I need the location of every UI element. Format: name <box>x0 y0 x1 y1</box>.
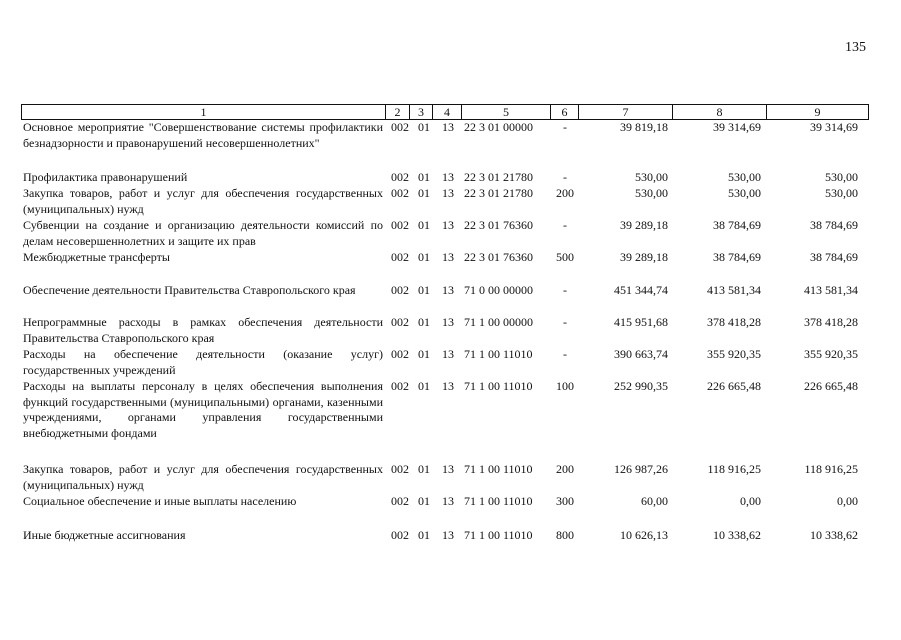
header-col-4: 4 <box>432 105 461 119</box>
cell-col-2: 002 <box>391 494 409 508</box>
row-description: Иные бюджетные ассигнования <box>23 528 186 542</box>
cell-col-9: 413 581,34 <box>804 283 858 297</box>
cell-col-8: 530,00 <box>728 186 761 200</box>
table-header <box>21 104 869 120</box>
cell-col-2: 002 <box>391 120 409 134</box>
cell-col-3: 01 <box>418 379 430 393</box>
cell-col-8: 118 916,25 <box>707 462 761 476</box>
cell-col-2: 002 <box>391 462 409 476</box>
header-col-6: 6 <box>550 105 578 119</box>
cell-col-3: 01 <box>418 170 430 184</box>
cell-col-4: 13 <box>442 494 454 508</box>
cell-col-5: 22 3 01 21780 <box>464 170 533 184</box>
row-description: Расходы на обеспечение деятельности (оказание услуг) государственных учреждений <box>23 347 383 377</box>
header-col-7: 7 <box>578 105 672 119</box>
cell-col-4: 13 <box>442 528 454 542</box>
cell-col-7: 252 990,35 <box>614 379 668 393</box>
row-description: Закупка товаров, работ и услуг для обеспечения государственных (муниципальных) нужд <box>23 462 383 492</box>
cell-col-9: 10 338,62 <box>810 528 858 542</box>
cell-col-7: 60,00 <box>641 494 668 508</box>
cell-col-7: 451 344,74 <box>614 283 668 297</box>
cell-col-6: 100 <box>556 379 574 393</box>
cell-col-3: 01 <box>418 462 430 476</box>
cell-col-3: 01 <box>418 494 430 508</box>
cell-col-3: 01 <box>418 250 430 264</box>
cell-col-8: 413 581,34 <box>707 283 761 297</box>
cell-col-8: 0,00 <box>740 494 761 508</box>
cell-col-8: 38 784,69 <box>713 218 761 232</box>
cell-col-9: 530,00 <box>825 186 858 200</box>
cell-col-6: - <box>563 347 567 361</box>
row-description: Основное мероприятие "Совершенствование системы профилактики безнадзорности и правонарушений несовершеннолетних" <box>23 120 383 150</box>
cell-col-7: 39 289,18 <box>620 218 668 232</box>
cell-col-2: 002 <box>391 170 409 184</box>
cell-col-7: 39 819,18 <box>620 120 668 134</box>
header-col-2: 2 <box>385 105 409 119</box>
header-col-9: 9 <box>766 105 868 119</box>
cell-col-9: 355 920,35 <box>804 347 858 361</box>
cell-col-9: 38 784,69 <box>810 250 858 264</box>
cell-col-4: 13 <box>442 462 454 476</box>
cell-col-9: 0,00 <box>837 494 858 508</box>
cell-col-7: 530,00 <box>635 170 668 184</box>
cell-col-5: 71 1 00 11010 <box>464 528 533 542</box>
cell-col-4: 13 <box>442 120 454 134</box>
cell-col-8: 226 665,48 <box>707 379 761 393</box>
cell-col-2: 002 <box>391 283 409 297</box>
cell-col-4: 13 <box>442 170 454 184</box>
cell-col-4: 13 <box>442 186 454 200</box>
cell-col-5: 71 1 00 11010 <box>464 494 533 508</box>
row-description: Закупка товаров, работ и услуг для обеспечения государственных (муниципальных) нужд <box>23 186 383 216</box>
row-description: Расходы на выплаты персоналу в целях обеспечения выполнения функций государственными (муниципальными) органами, казенными учреждениями, органами управления государственными внебюджетными фондами <box>23 379 383 440</box>
row-description: Профилактика правонарушений <box>23 170 188 184</box>
cell-col-6: 200 <box>556 186 574 200</box>
cell-col-3: 01 <box>418 315 430 329</box>
cell-col-9: 118 916,25 <box>804 462 858 476</box>
header-col-3: 3 <box>409 105 432 119</box>
cell-col-2: 002 <box>391 379 409 393</box>
cell-col-4: 13 <box>442 347 454 361</box>
cell-col-6: 800 <box>556 528 574 542</box>
cell-col-9: 226 665,48 <box>804 379 858 393</box>
row-description: Непрограммные расходы в рамках обеспечения деятельности Правительства Ставропольского края <box>23 315 383 345</box>
cell-col-2: 002 <box>391 528 409 542</box>
cell-col-2: 002 <box>391 186 409 200</box>
cell-col-7: 530,00 <box>635 186 668 200</box>
cell-col-5: 22 3 01 76360 <box>464 250 533 264</box>
cell-col-2: 002 <box>391 250 409 264</box>
cell-col-6: 200 <box>556 462 574 476</box>
row-description: Межбюджетные трансферты <box>23 250 170 264</box>
cell-col-6: - <box>563 315 567 329</box>
budget-table <box>21 104 869 542</box>
row-description: Обеспечение деятельности Правительства Ставропольского края <box>23 283 356 297</box>
cell-col-5: 22 3 01 76360 <box>464 218 533 232</box>
page-number: 135 <box>845 40 866 55</box>
cell-col-5: 71 1 00 11010 <box>464 379 533 393</box>
cell-col-6: - <box>563 120 567 134</box>
cell-col-6: 500 <box>556 250 574 264</box>
header-col-1: 1 <box>200 105 207 119</box>
cell-col-5: 71 1 00 00000 <box>464 315 533 329</box>
cell-col-7: 390 663,74 <box>614 347 668 361</box>
cell-col-6: 300 <box>556 494 574 508</box>
cell-col-8: 38 784,69 <box>713 250 761 264</box>
cell-col-8: 355 920,35 <box>707 347 761 361</box>
cell-col-7: 10 626,13 <box>620 528 668 542</box>
row-description: Социальное обеспечение и иные выплаты населению <box>23 494 297 508</box>
cell-col-3: 01 <box>418 120 430 134</box>
cell-col-4: 13 <box>442 315 454 329</box>
cell-col-4: 13 <box>442 379 454 393</box>
cell-col-2: 002 <box>391 218 409 232</box>
cell-col-3: 01 <box>418 283 430 297</box>
cell-col-6: - <box>563 283 567 297</box>
cell-col-5: 71 1 00 11010 <box>464 462 533 476</box>
cell-col-9: 530,00 <box>825 170 858 184</box>
cell-col-9: 38 784,69 <box>810 218 858 232</box>
cell-col-8: 39 314,69 <box>713 120 761 134</box>
cell-col-5: 71 0 00 00000 <box>464 283 533 297</box>
cell-col-5: 71 1 00 11010 <box>464 347 533 361</box>
cell-col-6: - <box>563 218 567 232</box>
header-col-5: 5 <box>461 105 550 119</box>
cell-col-5: 22 3 01 00000 <box>464 120 533 134</box>
cell-col-2: 002 <box>391 315 409 329</box>
cell-col-3: 01 <box>418 218 430 232</box>
cell-col-7: 415 951,68 <box>614 315 668 329</box>
cell-col-8: 378 418,28 <box>707 315 761 329</box>
cell-col-3: 01 <box>418 528 430 542</box>
cell-col-4: 13 <box>442 250 454 264</box>
cell-col-5: 22 3 01 21780 <box>464 186 533 200</box>
cell-col-7: 126 987,26 <box>614 462 668 476</box>
header-col-8: 8 <box>672 105 766 119</box>
cell-col-9: 39 314,69 <box>810 120 858 134</box>
cell-col-9: 378 418,28 <box>804 315 858 329</box>
row-description: Субвенции на создание и организацию деятельности комиссий по делам несовершеннолетних и защите их прав <box>23 218 383 248</box>
cell-col-4: 13 <box>442 283 454 297</box>
cell-col-8: 530,00 <box>728 170 761 184</box>
cell-col-4: 13 <box>442 218 454 232</box>
cell-col-6: - <box>563 170 567 184</box>
cell-col-7: 39 289,18 <box>620 250 668 264</box>
cell-col-8: 10 338,62 <box>713 528 761 542</box>
cell-col-3: 01 <box>418 347 430 361</box>
cell-col-2: 002 <box>391 347 409 361</box>
cell-col-3: 01 <box>418 186 430 200</box>
